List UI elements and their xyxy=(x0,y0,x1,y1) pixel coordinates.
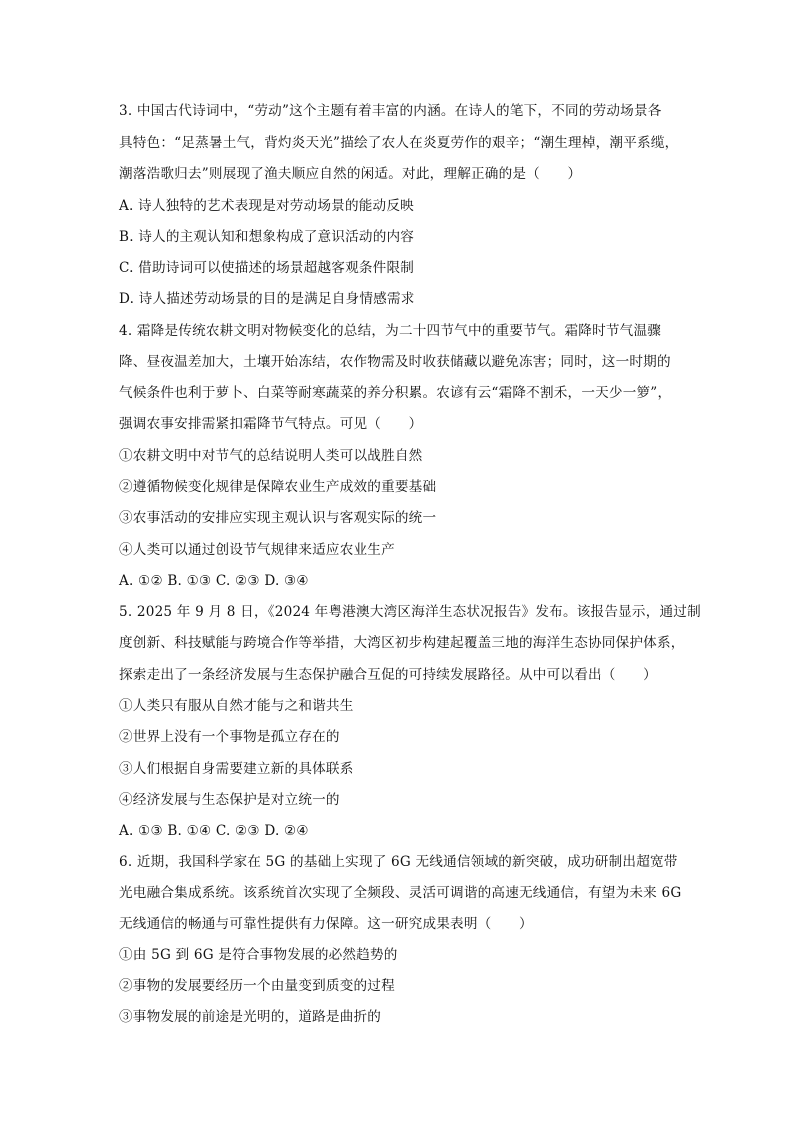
question-3-option-c: C. 借助诗词可以使描述的场景超越客观条件限制 xyxy=(119,260,415,276)
question-4-stem-line-2: 降、昼夜温差加大，土壤开始冻结，农作物需及时收获储藏以避免冻害；同时，这一时期的 xyxy=(119,354,671,370)
question-5-statement-1: ①人类只有服从自然才能与之和谐共生 xyxy=(119,698,354,714)
question-5-statement-4: ④经济发展与生态保护是对立统一的 xyxy=(119,792,340,808)
question-6-stem-line-1: 6. 近期，我国科学家在 5G 的基础上实现了 6G 无线通信领域的新突破，成功研制出超宽带 xyxy=(119,854,678,870)
question-4-statement-4: ④人类可以通过创设节气规律来适应农业生产 xyxy=(119,542,395,558)
question-6-stem-line-3: 无线通信的畅通与可靠性提供有力保障。这一研究成果表明（ ） xyxy=(119,916,533,932)
question-6-stem-line-2: 光电融合集成系统。该系统首次实现了全频段、灵活可调谐的高速无线通信，有望为未来 6G xyxy=(119,885,682,901)
question-3-stem-line-3: 潮落浩歌归去”则展现了渔夫顺应自然的闲适。对此，理解正确的是（ ） xyxy=(119,166,582,182)
question-6-statement-2: ②事物的发展要经历一个由量变到质变的过程 xyxy=(119,978,395,994)
question-3-option-a: A. 诗人独特的艺术表现是对劳动场景的能动反映 xyxy=(119,198,414,214)
question-5-choices: A. ①③ B. ①④ C. ②③ D. ②④ xyxy=(119,823,309,839)
question-4-stem-line-4: 强调农事安排需紧扣霜降节气特点。可见（ ） xyxy=(119,416,423,432)
question-4-statement-3: ③农事活动的安排应实现主观认识与客观实际的统一 xyxy=(119,510,437,526)
question-5-statement-3: ③人们根据自身需要建立新的具体联系 xyxy=(119,761,354,777)
question-4-statement-2: ②遵循物候变化规律是保障农业生产成效的重要基础 xyxy=(119,479,437,495)
question-4-stem-line-3: 气候条件也利于萝卜、白菜等耐寒蔬菜的养分积累。农谚有云“霜降不割禾，一天少一箩”， xyxy=(119,385,672,401)
question-4-choices: A. ①② B. ①③ C. ②③ D. ③④ xyxy=(119,573,309,589)
question-6-statement-3: ③事物发展的前途是光明的，道路是曲折的 xyxy=(119,1009,382,1025)
question-4-statement-1: ①农耕文明中对节气的总结说明人类可以战胜自然 xyxy=(119,448,423,464)
question-3-stem-line-2: 具特色：“足蒸暑土气，背灼炎天光”描绘了农人在炎夏劳作的艰辛；“潮生理棹，潮平系缆， xyxy=(119,135,679,151)
question-5-stem-line-1: 5. 2025 年 9 月 8 日，《2024 年粤港澳大湾区海洋生态状况报告》发布。该报告显示，通过制 xyxy=(119,604,701,620)
question-5-statement-2: ②世界上没有一个事物是孤立存在的 xyxy=(119,729,340,745)
question-5-stem-line-2: 度创新、科技赋能与跨境合作等举措，大湾区初步构建起覆盖三地的海洋生态协同保护体系， xyxy=(119,635,685,651)
question-3-option-d: D. 诗人描述劳动场景的目的是满足自身情感需求 xyxy=(119,291,415,307)
question-5-stem-line-3: 探索走出了一条经济发展与生态保护融合互促的可持续发展路径。从中可以看出（ ） xyxy=(119,667,657,683)
question-4-stem-line-1: 4. 霜降是传统农耕文明对物候变化的总结，为二十四节气中的重要节气。霜降时节气温骤 xyxy=(119,323,662,339)
question-6-statement-1: ①由 5G 到 6G 是符合事物发展的必然趋势的 xyxy=(119,947,398,963)
question-3-stem-line-1: 3. 中国古代诗词中，“劳动”这个主题有着丰富的内涵。在诗人的笔下，不同的劳动场景各 xyxy=(119,103,662,119)
question-3-option-b: B. 诗人的主观认知和想象构成了意识活动的内容 xyxy=(119,229,415,245)
